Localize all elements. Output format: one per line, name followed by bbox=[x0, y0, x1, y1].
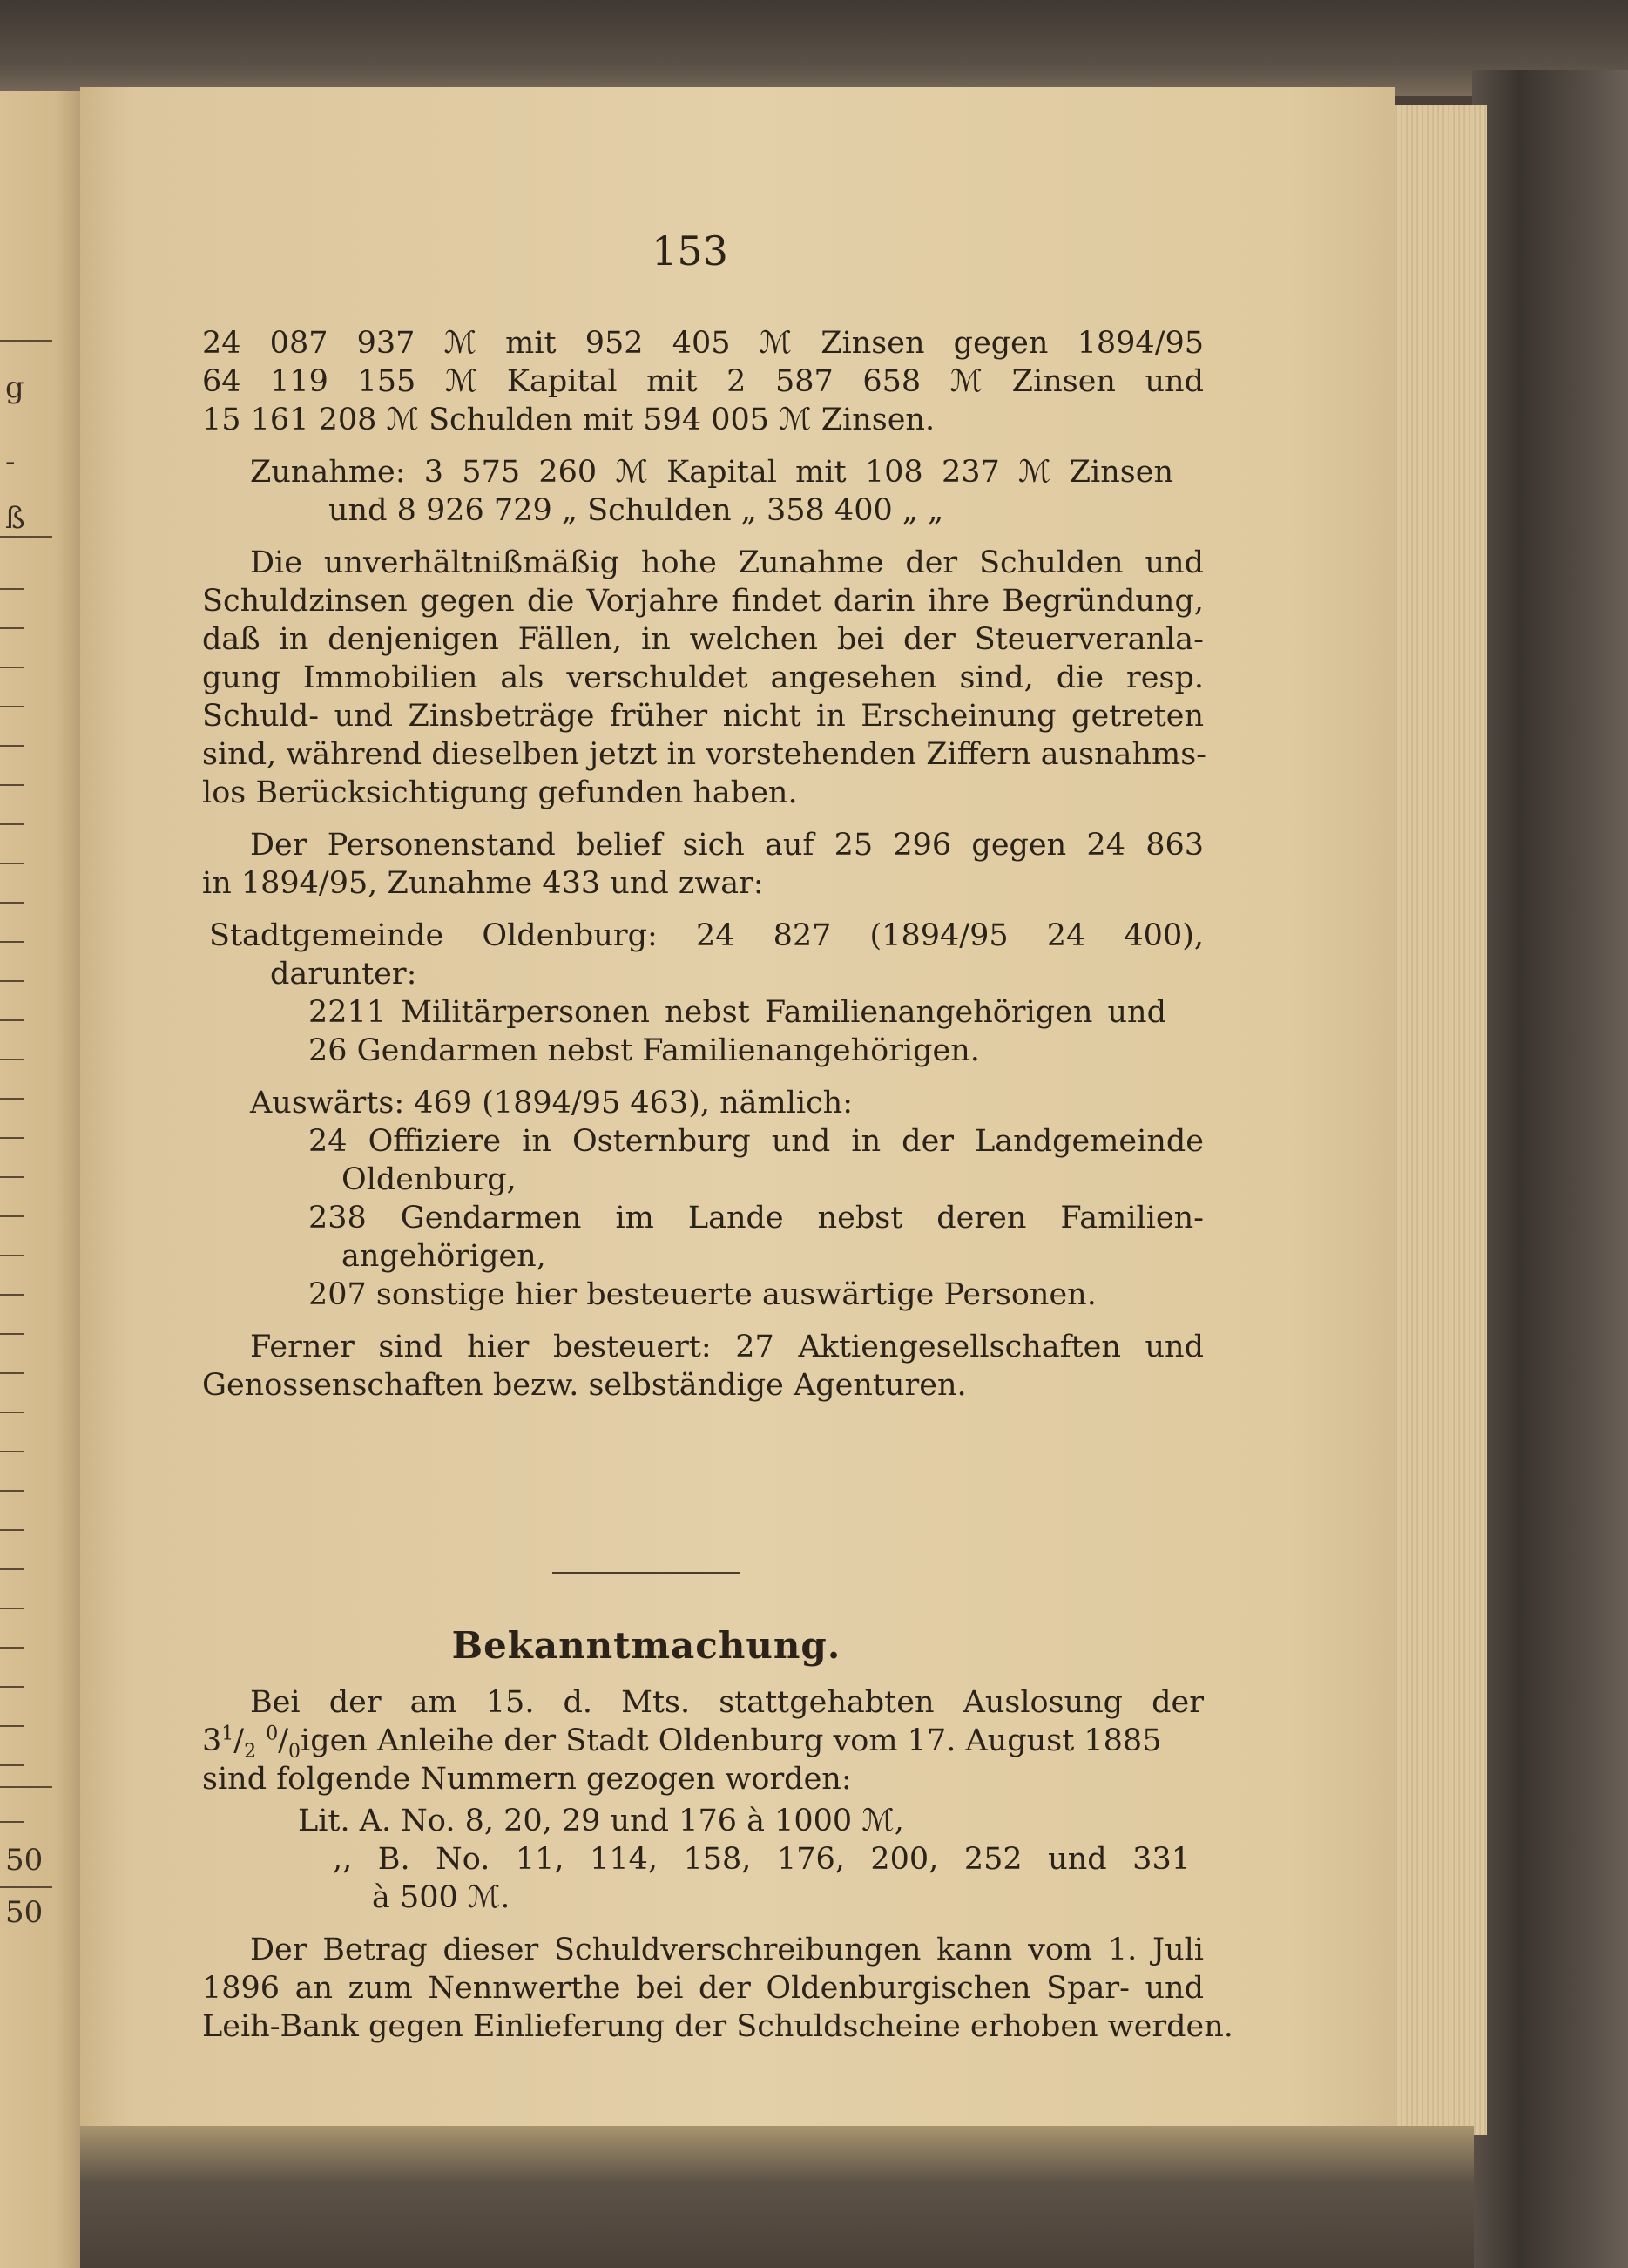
text-line: 2211 Militärpersonen nebst Familienangehörigen und bbox=[308, 995, 1166, 1030]
left-dash bbox=[0, 1821, 24, 1823]
percent-top: 0 bbox=[266, 1723, 279, 1745]
text-line: sind folgende Nummern gezogen worden: bbox=[202, 1762, 852, 1797]
left-fragment-50b: 50 bbox=[5, 1895, 44, 1930]
text-line: Oldenburg, bbox=[341, 1162, 517, 1197]
left-dash bbox=[0, 1137, 24, 1139]
left-rule bbox=[0, 536, 52, 538]
book-bottom-edge bbox=[80, 2126, 1474, 2268]
lot-b-continuation: à 500 ℳ. bbox=[372, 1880, 510, 1915]
left-dash bbox=[0, 1412, 24, 1413]
text-line: 24 087 937 ℳ mit 952 405 ℳ Zinsen gegen 1894/95 bbox=[202, 326, 1204, 361]
left-dash bbox=[0, 1372, 24, 1374]
text-line: Der Betrag dieser Schuldverschreibungen kann vom 1. Juli bbox=[250, 1933, 1204, 1967]
text-line: Schuldzinsen gegen die Vorjahre findet darin ihre Begründung, bbox=[202, 584, 1204, 619]
left-dash bbox=[0, 1568, 24, 1570]
left-dash bbox=[0, 1255, 24, 1256]
text-line: Zunahme: 3 575 260 ℳ Kapital mit 108 237 ℳ Zinsen bbox=[250, 455, 1173, 490]
fraction-denominator: 2 bbox=[244, 1741, 257, 1763]
announcement-heading: Bekanntmachung. bbox=[451, 1624, 841, 1667]
text-line: Genossenschaften bezw. selbständige Agenturen. bbox=[202, 1368, 967, 1403]
left-dash bbox=[0, 1294, 24, 1296]
text-line-fraction: $3^1/_2$ $^0/_0igen$ Anleihe der Stadt Oldenburg vom 17. August 1885 bbox=[202, 1723, 1162, 1763]
fraction-numerator: 1 bbox=[221, 1723, 234, 1745]
text-line: angehörigen, bbox=[341, 1239, 546, 1274]
left-dash bbox=[0, 1529, 24, 1531]
left-fragment-50a: 50 bbox=[5, 1843, 44, 1878]
left-fragment-sz: ß bbox=[5, 501, 25, 536]
left-fragment-g: g bbox=[5, 370, 24, 405]
text-line: Der Personenstand belief sich auf 25 296 gegen 24 863 bbox=[250, 828, 1204, 863]
lot-b-line: ,, B. No. 11, 114, 158, 176, 200, 252 und 331 bbox=[333, 1842, 1191, 1877]
text-line: 26 Gendarmen nebst Familienangehörigen. bbox=[308, 1033, 980, 1068]
left-dash bbox=[0, 745, 24, 747]
text-line: 207 sonstige hier besteuerte auswärtige Personen. bbox=[308, 1277, 1097, 1312]
text-line: Bei der am 15. d. Mts. stattgehabten Auslosung der bbox=[250, 1685, 1204, 1720]
book-cover-right bbox=[1472, 70, 1628, 2268]
fraction-line-rest: igen Anleihe der Stadt Oldenburg vom 17. August 1885 bbox=[301, 1723, 1162, 1758]
text-line: 24 Offiziere in Osternburg und in der Landgemeinde bbox=[308, 1124, 1204, 1159]
left-dash bbox=[0, 1098, 24, 1100]
percent-bottom: 0 bbox=[288, 1741, 301, 1763]
left-dash bbox=[0, 902, 24, 904]
left-dash bbox=[0, 784, 24, 786]
left-dash bbox=[0, 627, 24, 629]
text-line: darunter: bbox=[270, 957, 417, 992]
text-line: daß in denjenigen Fällen, in welchen bei der Steuerveranla- bbox=[202, 622, 1204, 657]
text-line: Auswärts: 469 (1894/95 463), nämlich: bbox=[250, 1086, 854, 1120]
text-line: Leih-Bank gegen Einlieferung der Schuldscheine erhoben werden. bbox=[202, 2009, 1233, 2044]
text-line: 15 161 208 ℳ Schulden mit 594 005 ℳ Zinsen. bbox=[202, 403, 936, 437]
left-dash bbox=[0, 1608, 24, 1609]
left-dash bbox=[0, 823, 24, 825]
text-line: Schuld- und Zinsbeträge früher nicht in Erscheinung getreten bbox=[202, 699, 1204, 734]
left-rule bbox=[0, 340, 52, 342]
text-line: sind, während dieselben jetzt in vorstehenden Ziffern ausnahms- bbox=[202, 737, 1207, 772]
left-facing-page bbox=[0, 91, 80, 2268]
page-number: 153 bbox=[652, 227, 728, 274]
text-line: Stadtgemeinde Oldenburg: 24 827 (1894/95 24 400), bbox=[209, 918, 1204, 953]
left-rule bbox=[0, 1786, 52, 1788]
text-line: gung Immobilien als verschuldet angesehen sind, die resp. bbox=[202, 660, 1204, 695]
text-line: 238 Gendarmen im Lande nebst deren Familien- bbox=[308, 1201, 1204, 1236]
left-dash bbox=[0, 980, 24, 982]
section-divider bbox=[552, 1572, 740, 1574]
left-dash bbox=[0, 1215, 24, 1217]
text-line: 64 119 155 ℳ Kapital mit 2 587 658 ℳ Zinsen und bbox=[202, 364, 1204, 399]
left-dash bbox=[0, 1333, 24, 1335]
left-dash bbox=[0, 1764, 24, 1766]
text-line: Ferner sind hier besteuert: 27 Aktiengesellschaften und bbox=[250, 1330, 1204, 1364]
left-dash bbox=[0, 1647, 24, 1649]
page-fore-edge bbox=[1381, 105, 1487, 2135]
left-dash bbox=[0, 1725, 24, 1727]
left-dash bbox=[0, 706, 24, 707]
fraction-whole: 3 bbox=[202, 1723, 222, 1758]
left-dash bbox=[0, 1176, 24, 1178]
left-dash bbox=[0, 941, 24, 943]
left-dash bbox=[0, 1686, 24, 1688]
left-rule bbox=[0, 1886, 52, 1888]
text-line: los Berücksichtigung gefunden haben. bbox=[202, 775, 798, 810]
text-line: 1896 an zum Nennwerthe bei der Oldenburgischen Spar- und bbox=[202, 1971, 1204, 2006]
lot-a-line: Lit. A. No. 8, 20, 29 und 176 à 1000 ℳ, bbox=[298, 1804, 904, 1838]
left-dash bbox=[0, 863, 24, 864]
left-dash bbox=[0, 1451, 24, 1452]
page-content bbox=[80, 87, 1395, 2126]
book-cover-top bbox=[0, 0, 1628, 96]
text-line: Die unverhältnißmäßig hohe Zunahme der Schulden und bbox=[250, 545, 1204, 580]
text-line: in 1894/95, Zunahme 433 und zwar: bbox=[202, 866, 764, 901]
left-dash bbox=[0, 1490, 24, 1492]
left-dash bbox=[0, 588, 24, 590]
left-dash bbox=[0, 1059, 24, 1060]
book-page bbox=[80, 87, 1395, 2129]
left-dash bbox=[0, 667, 24, 668]
left-fragment-dash: - bbox=[5, 444, 16, 479]
text-line: und 8 926 729 „ Schulden „ 358 400 „ „ bbox=[328, 493, 944, 528]
left-dash bbox=[0, 1019, 24, 1021]
